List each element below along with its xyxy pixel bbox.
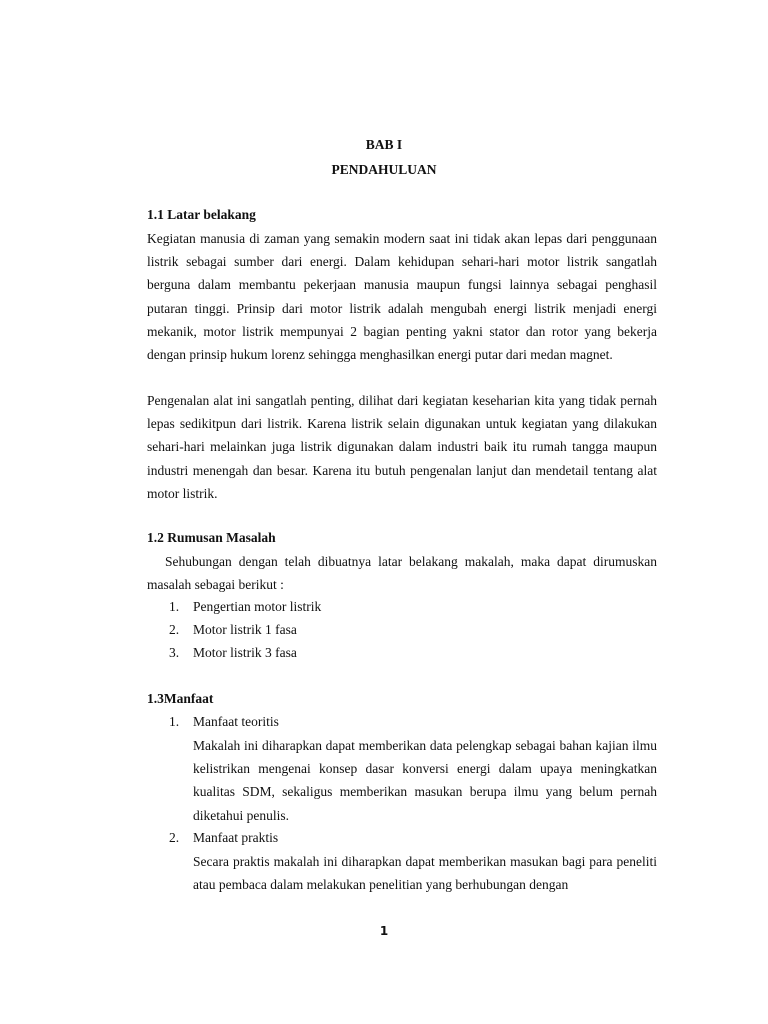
chapter-subtitle: PENDAHULUAN bbox=[331, 162, 437, 177]
section-heading-manfaat: 1.3Manfaat bbox=[147, 691, 214, 706]
page-number: 1 bbox=[379, 924, 389, 938]
list-item-number: 3. bbox=[169, 645, 180, 660]
paragraph-latar-belakang-2: Pengenalan alat ini sangatlah penting, dilihat dari kegiatan keseharian kita yang tidak pernah lepas sedikitpun dari listrik. Karena listrik selain digunakan untuk kegiatan yang dilakukan sehari-hari melainkan juga listrik digunakan dalam industri baik itu rumah tangga maupun industri menengah dan besar. Karena itu butuh pengenalan lanjut dan mendetail tentang alat motor listrik. bbox=[147, 393, 657, 501]
paragraph-rumusan-intro: Sehubungan dengan telah dibuatnya latar belakang makalah, maka dapat dirumuskan masalah sebagai berikut : bbox=[147, 554, 657, 593]
list-item: Motor listrik 1 fasa bbox=[193, 622, 297, 637]
list-item-title: Manfaat praktis bbox=[193, 830, 279, 845]
paragraph-latar-belakang-1: Kegiatan manusia di zaman yang semakin modern saat ini tidak akan lepas dari penggunaan listrik sebagai sumber dari energi. Dalam kehidupan sehari-hari motor listrik sangatlah berguna dalam membantu pekerjaan manusia maupun fungsi lainnya sebagai penghasil putaran tinggi. Prinsip dari motor listrik adalah mengubah energi listrik menjadi energi mekanik, motor listrik mempunyai 2 bagian penting yakni stator dan rotor yang bekerja dengan prinsip hukum lorenz sehingga menghasilkan energi putar dari medan magnet. bbox=[147, 231, 657, 363]
chapter-title: BAB I bbox=[365, 137, 403, 152]
list-item-number: 2. bbox=[169, 622, 180, 637]
list-item-number: 1. bbox=[169, 599, 180, 614]
list-item-body: Secara praktis makalah ini diharapkan dapat memberikan masukan bagi para peneliti atau pembaca dalam melakukan penelitian yang berhubungan dengan bbox=[193, 854, 657, 893]
section-heading-rumusan-masalah: 1.2 Rumusan Masalah bbox=[147, 530, 276, 545]
list-item-title: Manfaat teoritis bbox=[193, 714, 279, 729]
section-heading-latar-belakang: 1.1 Latar belakang bbox=[147, 207, 256, 222]
list-item-number: 2. bbox=[169, 830, 180, 845]
list-item: Motor listrik 3 fasa bbox=[193, 645, 297, 660]
list-item: Pengertian motor listrik bbox=[193, 599, 322, 614]
list-item-body: Makalah ini diharapkan dapat memberikan data pelengkap sebagai bahan kajian ilmu kelistrikan mengenai konsep dasar konversi energi dalam upaya meningkatkan kualitas SDM, sekaligus memberikan masukan berupa ilmu yang belum pernah diketahui penulis. bbox=[193, 738, 657, 823]
list-item-number: 1. bbox=[169, 714, 180, 729]
